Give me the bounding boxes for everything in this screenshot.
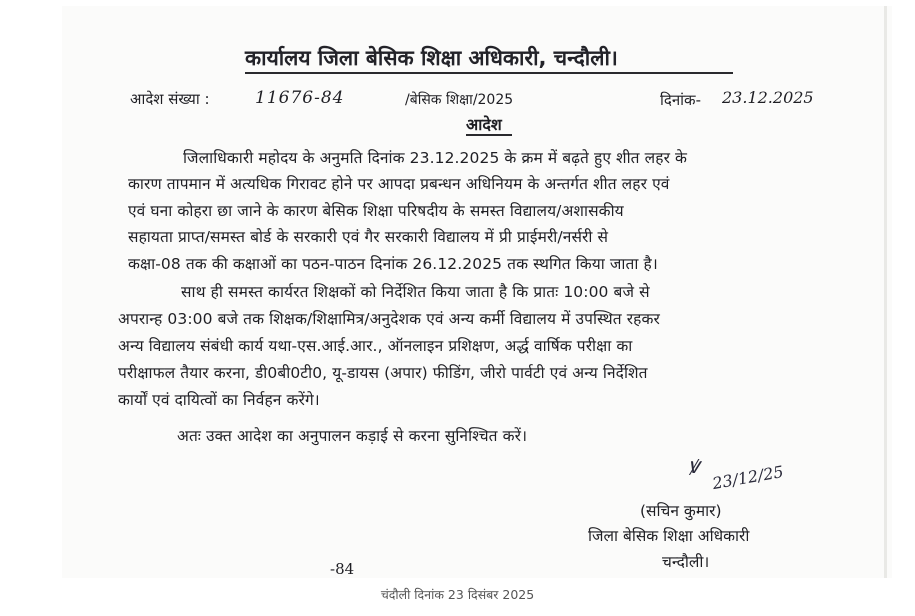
signatory-place: चन्दौली। xyxy=(662,553,710,571)
para1-line: कक्षा-08 तक की कक्षाओं का पठन-पाठन दिनांक 26.12.2025 तक स्थगित किया जाता है। xyxy=(128,255,658,273)
para2-line: अपरान्ह 03:00 बजे तक शिक्षक/शिक्षामित्र/अनुदेशक एवं अन्य कर्मी विद्यालय में उपस्थित रहकर xyxy=(118,310,660,328)
para2-line: साथ ही समस्त कार्यरत शिक्षकों को निर्देशित किया जाता है कि प्रातः 10:00 बजे से xyxy=(181,283,650,301)
para3-line: अतः उक्त आदेश का अनुपालन कड़ाई से करना सुनिश्चित करें। xyxy=(177,427,528,445)
order-title-underline xyxy=(466,134,512,136)
para2-line: कार्यों एवं दायित्वों का निर्वहन करेंगे। xyxy=(118,391,320,409)
paper-edge xyxy=(884,6,887,578)
order-number-handwritten: 11676-84 xyxy=(255,88,345,108)
signatory-designation: जिला बेसिक शिक्षा अधिकारी xyxy=(588,527,750,545)
order-department: /बेसिक शिक्षा/2025 xyxy=(405,92,514,108)
order-number-label: आदेश संख्या : xyxy=(130,90,210,108)
order-title: आदेश xyxy=(466,115,502,134)
para1-line: कारण तापमान में अत्यधिक गिरावट होने पर आपदा प्रबन्धन अधिनियम के अन्तर्गत शीत लहर एवं xyxy=(128,175,670,193)
signature-date: 23/12/25 xyxy=(710,461,785,494)
date-label: दिनांक- xyxy=(660,91,701,109)
date-handwritten: 23.12.2025 xyxy=(722,88,814,107)
office-header: कार्यालय जिला बेसिक शिक्षा अधिकारी, चन्दौली। xyxy=(245,46,618,70)
header-underline xyxy=(245,72,733,74)
para1-line: जिलाधिकारी महोदय के अनुमति दिनांक 23.12.2025 के क्रम में बढ़ते हुए शीत लहर के xyxy=(183,149,688,167)
image-caption: चंदौली दिनांक 23 दिसंबर 2025 xyxy=(380,587,535,602)
para2-line: अन्य विद्यालय संबंधी कार्य यथा-एस.आई.आर., ऑनलाइन प्रशिक्षण, अर्द्ध वार्षिक परीक्षा का xyxy=(118,337,633,355)
para1-line: सहायता प्राप्त/समस्त बोर्ड के सरकारी एवं गैर सरकारी विद्यालय में प्री प्राईमरी/नर्सरी से xyxy=(128,228,609,246)
bottom-handwritten-number: -84 xyxy=(330,560,355,578)
signature-initial: ꝟ xyxy=(688,454,700,479)
para1-line: एवं घना कोहरा छा जाने के कारण बेसिक शिक्षा परिषदीय के समस्त विद्यालय/अशासकीय xyxy=(128,202,624,220)
para2-line: परीक्षाफल तैयार करना, डी0बी0टी0, यू-डायस (अपार) फीडिंग, जीरो पार्वटी एवं अन्य निर्देशित xyxy=(118,364,648,382)
signatory-name: (सचिन कुमार) xyxy=(640,502,722,520)
